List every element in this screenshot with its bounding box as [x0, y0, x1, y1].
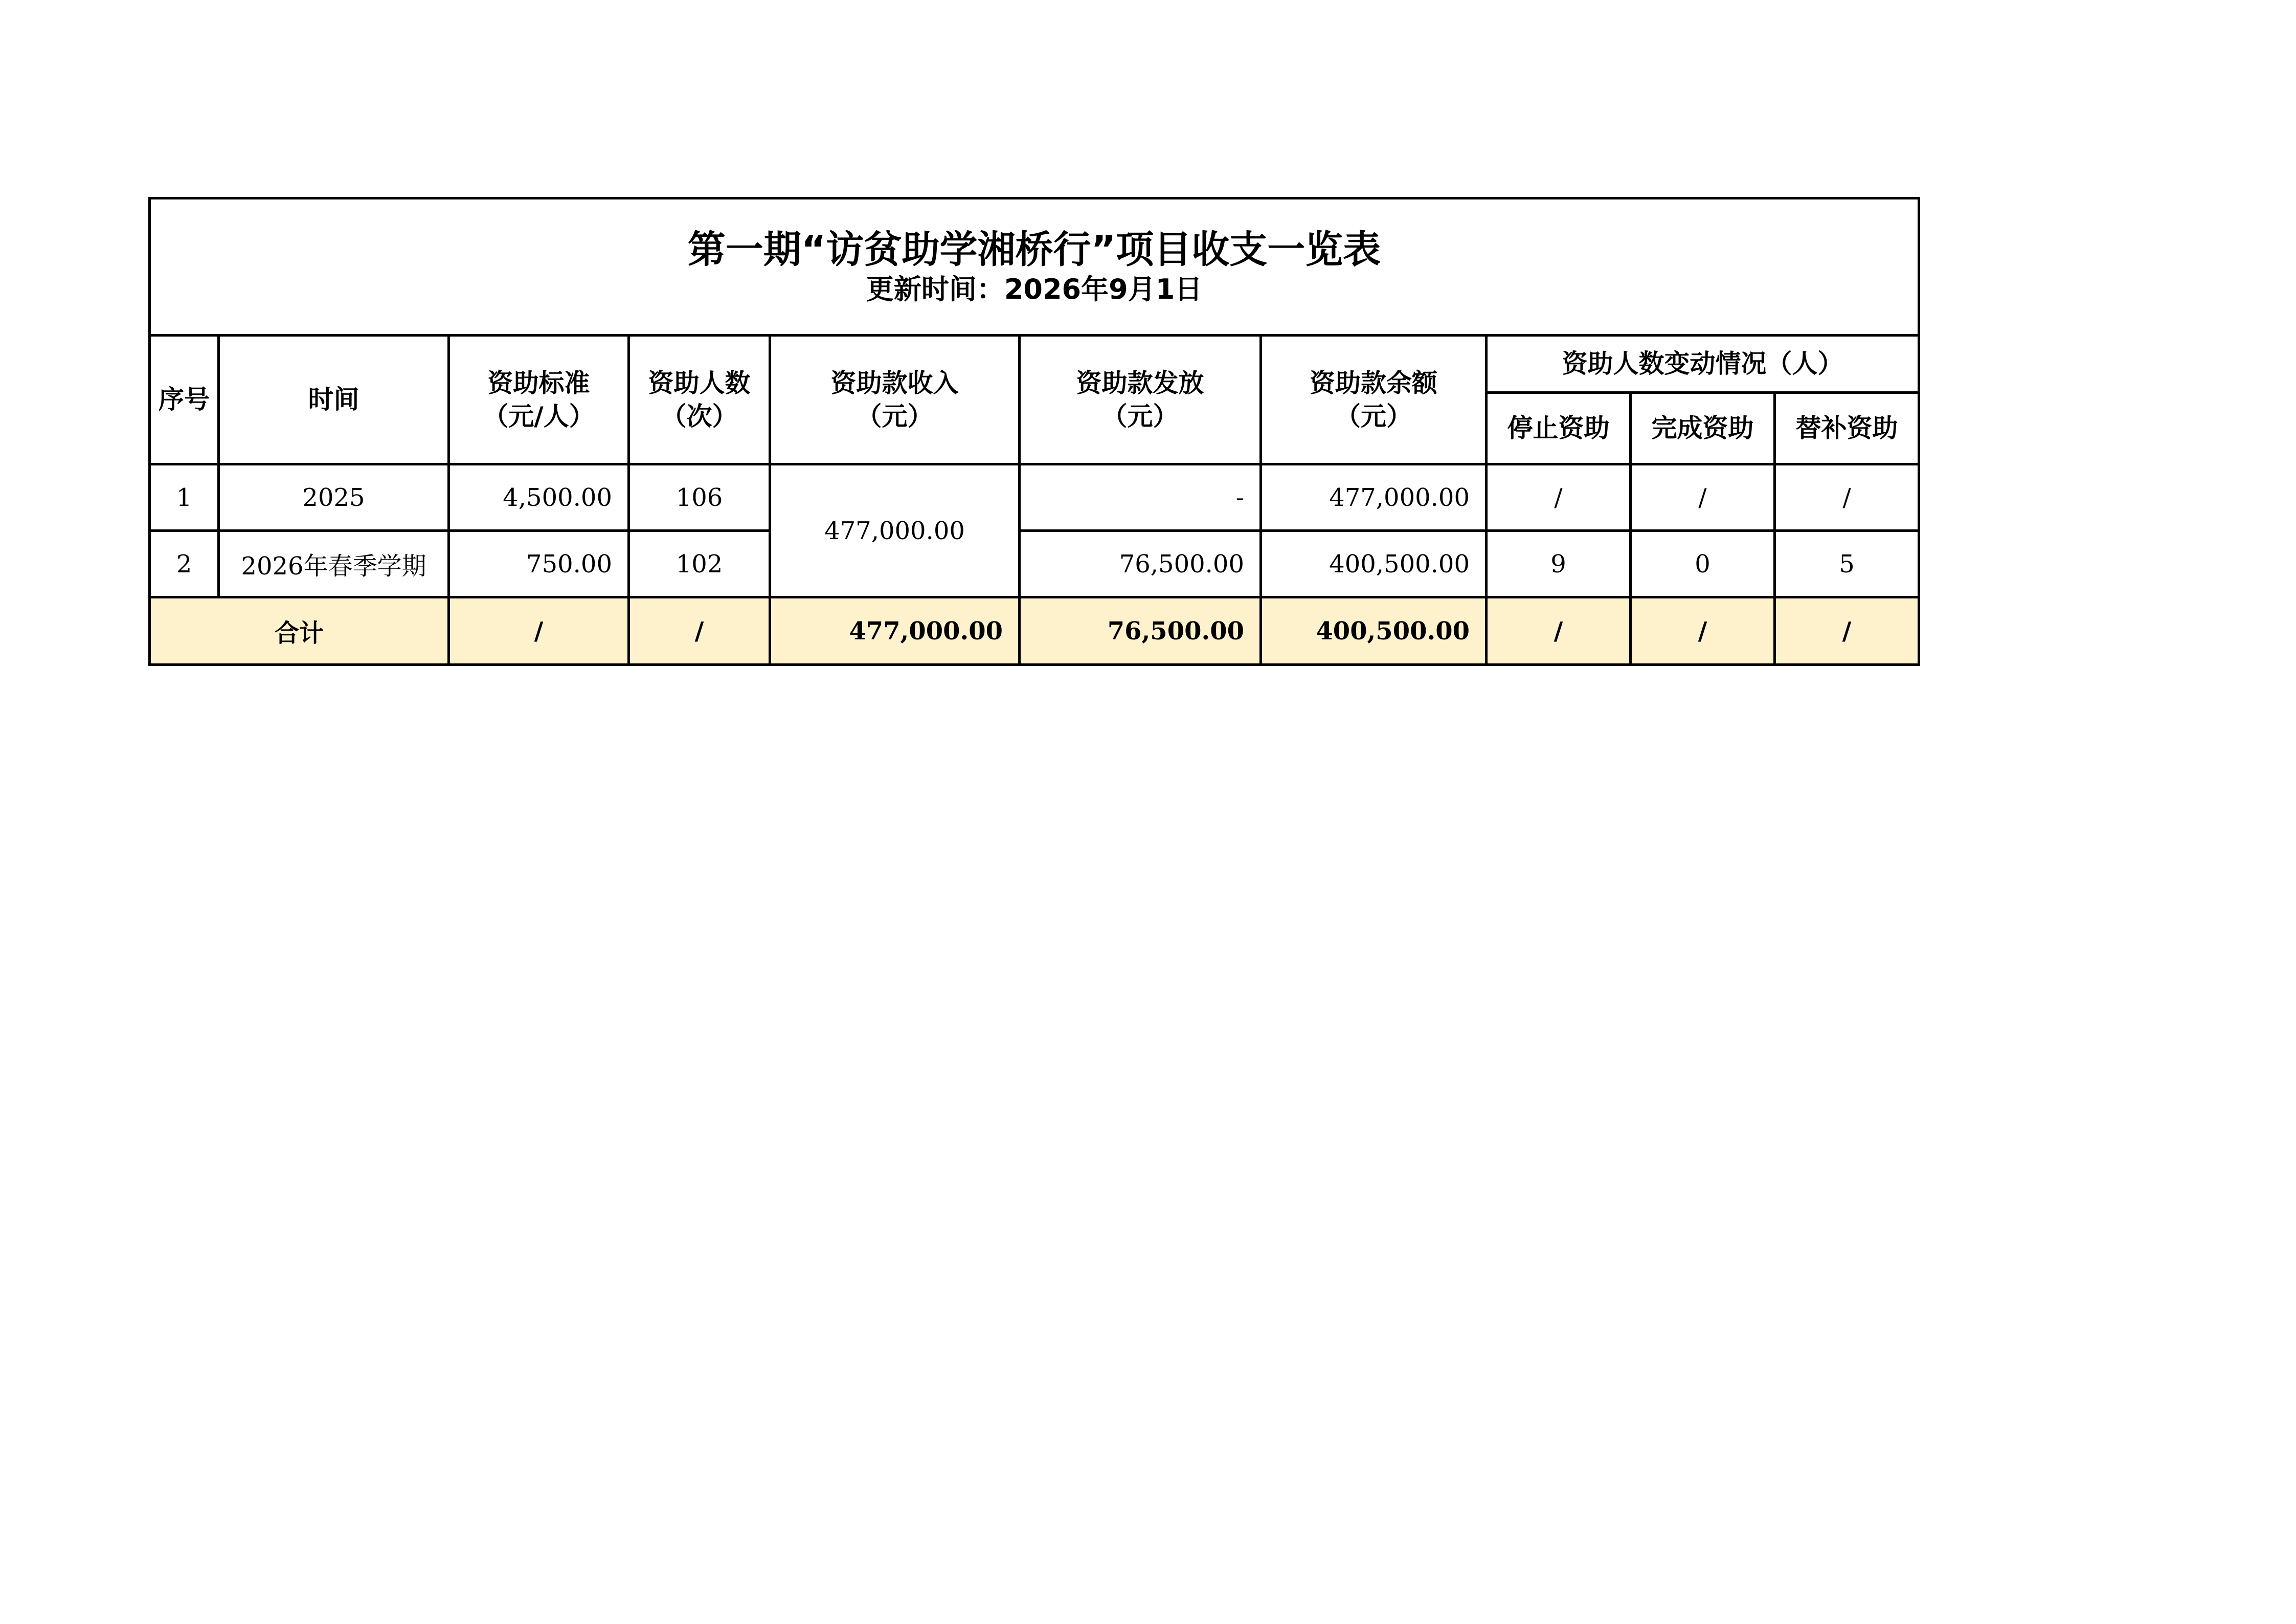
- update-time: 更新时间：2026年9月1日: [866, 273, 1203, 305]
- cell-count: 102: [629, 531, 770, 597]
- cell-time: 2026年春季学期: [219, 531, 449, 597]
- header-balance: [1261, 336, 1487, 464]
- header-replace: 替补资助: [1775, 393, 1919, 464]
- header-count-line1: 资助人数: [648, 368, 751, 398]
- header-payout: [1020, 336, 1261, 464]
- header-income-line1: 资助款收入: [830, 368, 959, 398]
- header-income: [770, 336, 1020, 464]
- cell-seq: 2: [150, 531, 219, 597]
- cell-stop: 9: [1487, 531, 1631, 597]
- header-changes: 资助人数变动情况（人）: [1487, 336, 1919, 393]
- header-income-line2: （元）: [856, 401, 933, 431]
- total-count: /: [629, 597, 770, 665]
- total-complete: /: [1631, 597, 1775, 665]
- header-complete: 完成资助: [1631, 393, 1775, 464]
- table-row: [150, 531, 1919, 597]
- cell-seq: 1: [150, 464, 219, 531]
- total-income: 477,000.00: [770, 597, 1020, 665]
- header-seq: 序号: [150, 336, 219, 464]
- header-count-line2: （次）: [661, 401, 738, 431]
- header-time: 时间: [219, 336, 449, 464]
- income-expense-table: [148, 197, 1920, 666]
- header-standard-line2: （元/人）: [483, 401, 595, 431]
- cell-count: 106: [629, 464, 770, 531]
- total-label: 合计: [150, 597, 449, 665]
- total-stop: /: [1487, 597, 1631, 665]
- total-payout: 76,500.00: [1020, 597, 1261, 665]
- total-standard: /: [449, 597, 629, 665]
- cell-income-merged: 477,000.00: [770, 464, 1020, 597]
- table-title: 第一期“访贫助学湘桥行”项目收支一览表: [687, 227, 1381, 272]
- header-balance-line2: （元）: [1335, 401, 1412, 431]
- header-balance-line1: 资助款余额: [1310, 368, 1437, 398]
- cell-payout: -: [1020, 464, 1261, 531]
- total-replace: /: [1775, 597, 1919, 665]
- cell-replace: 5: [1775, 531, 1919, 597]
- cell-standard: 750.00: [449, 531, 629, 597]
- cell-time: 2025: [219, 464, 449, 531]
- cell-balance: 400,500.00: [1261, 531, 1487, 597]
- cell-stop: /: [1487, 464, 1631, 531]
- total-balance: 400,500.00: [1261, 597, 1487, 665]
- cell-balance: 477,000.00: [1261, 464, 1487, 531]
- table-row: [150, 464, 1919, 531]
- cell-payout: 76,500.00: [1020, 531, 1261, 597]
- header-standard-line1: 资助标准: [487, 368, 590, 398]
- cell-replace: /: [1775, 464, 1919, 531]
- header-payout-line2: （元）: [1101, 401, 1179, 431]
- total-row: [150, 597, 1919, 665]
- cell-complete: 0: [1631, 531, 1775, 597]
- title-cell: [150, 198, 1919, 336]
- cell-standard: 4,500.00: [449, 464, 629, 531]
- header-payout-line1: 资助款发放: [1076, 368, 1204, 398]
- cell-complete: /: [1631, 464, 1775, 531]
- header-count: [629, 336, 770, 464]
- header-standard: [449, 336, 629, 464]
- header-stop: 停止资助: [1487, 393, 1631, 464]
